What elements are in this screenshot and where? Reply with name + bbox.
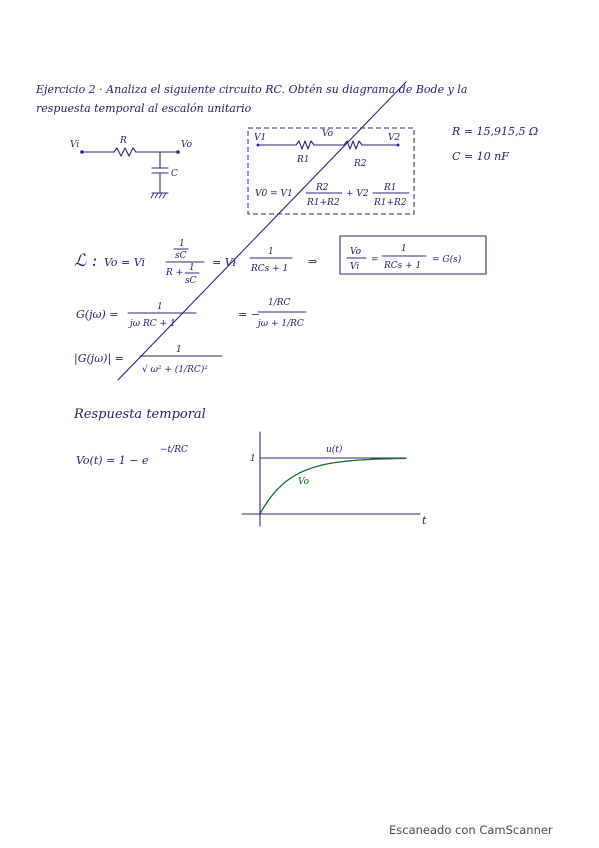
divider-vo-label: Vo xyxy=(322,129,334,139)
mag-den: √ ω² + (1/RC)² xyxy=(142,365,208,375)
frequency-response xyxy=(76,298,306,329)
rc-circuit xyxy=(70,136,193,198)
mag-lhs: |G(jω)| = xyxy=(74,352,124,365)
laplace-lhs: Vo = Vi xyxy=(104,256,146,269)
circuit-vi-label: Vi xyxy=(70,140,80,150)
laplace-den-prefix: R + xyxy=(166,268,184,278)
laplace-derivation xyxy=(74,236,486,286)
time-response xyxy=(73,407,206,467)
circuit-vo-label: Vo xyxy=(181,140,193,150)
divider-frac2-num: R1 xyxy=(384,183,397,193)
boxed-den: RCs + 1 xyxy=(384,261,422,271)
gjw-lhs: G(jω) = xyxy=(76,308,119,321)
output-terminal xyxy=(176,150,180,154)
laplace-bottom-den: sC xyxy=(185,276,197,286)
step-response-graph xyxy=(242,432,427,527)
circuit-r-label: R xyxy=(120,136,127,146)
laplace-top-num: 1 xyxy=(179,239,185,249)
x-axis-label: t xyxy=(422,514,427,527)
divider-plus-v2: + V2 xyxy=(346,189,369,199)
param-r: R = 15,915,5 Ω xyxy=(452,125,539,138)
boxed-eq: = xyxy=(371,255,379,265)
boxed-vi: Vi xyxy=(350,262,360,272)
laplace-frac-den: RCs + 1 xyxy=(251,264,289,274)
vo-curve xyxy=(260,458,406,514)
implies-arrow: ⇒ xyxy=(308,255,318,268)
exercise-header xyxy=(35,83,467,115)
response-formula: Vo(t) = 1 − e xyxy=(76,454,149,467)
divider-formula-lhs: V0 = V1 xyxy=(255,189,293,199)
diagonal-strike-line xyxy=(118,82,406,380)
divider-r2-label: R2 xyxy=(354,159,367,169)
divider-r1-label: R1 xyxy=(297,155,310,165)
header-line-2: respuesta temporal al escalón unitario xyxy=(36,102,252,115)
resistor-r xyxy=(114,148,136,156)
divider-frac1-den: R1+R2 xyxy=(307,198,340,208)
divider-v1-label: V1 xyxy=(254,133,267,143)
scanner-watermark: Escaneado con CamScanner xyxy=(389,823,553,837)
mag-num: 1 xyxy=(176,345,182,355)
laplace-eq2: = Vi xyxy=(212,256,236,269)
laplace-top-den: sC xyxy=(175,251,187,261)
header-line-1: Ejercicio 2 · Analiza el siguiente circuito RC. Obtén su diagrama de Bode y la xyxy=(36,83,468,96)
divider-v2-label: V2 xyxy=(388,133,401,143)
resistor-r1 xyxy=(296,141,314,149)
response-exponent: −t/RC xyxy=(160,445,188,455)
circuit-c-label: C xyxy=(171,169,178,179)
vo-label: Vo xyxy=(298,477,310,487)
resistor-r2 xyxy=(344,141,362,149)
param-c: C = 10 nF xyxy=(452,150,509,163)
gjw-eq: = − xyxy=(238,308,260,321)
divider-frac2-den: R1+R2 xyxy=(374,198,407,208)
response-title: Respuesta temporal xyxy=(74,407,206,422)
parameters xyxy=(451,125,538,163)
gjw-num: 1 xyxy=(157,302,163,312)
gjw-num2: 1/RC xyxy=(268,298,291,308)
y-tick-1: 1 xyxy=(250,454,256,464)
u-label: u(t) xyxy=(326,445,343,455)
laplace-bottom-num: 1 xyxy=(189,263,195,273)
gjw-den: jω RC + 1 xyxy=(130,319,176,329)
divider-box xyxy=(248,128,414,214)
boxed-num: 1 xyxy=(401,244,407,254)
laplace-symbol: ℒ : xyxy=(74,251,98,271)
boxed-vo: Vo xyxy=(350,247,362,257)
gjw-den2: jω + 1/RC xyxy=(258,319,304,329)
boxed-result: = G(s) xyxy=(432,255,462,265)
laplace-frac-num: 1 xyxy=(268,247,274,257)
divider-frac1-num: R2 xyxy=(316,183,329,193)
